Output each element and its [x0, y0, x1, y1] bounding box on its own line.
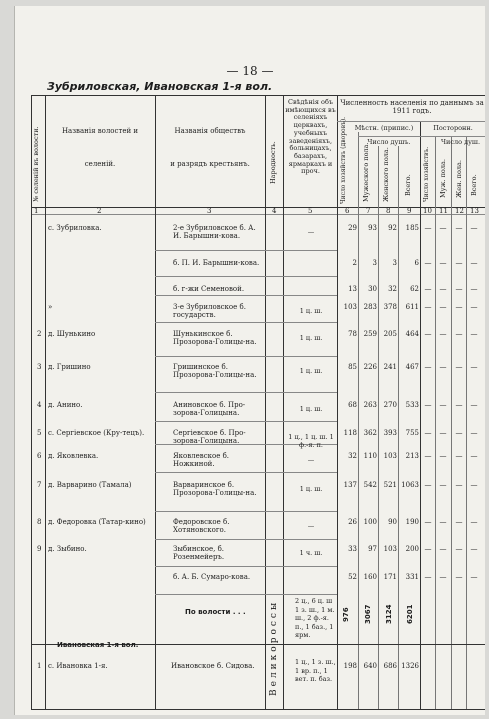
header-col3a: Названія обществъ [174, 127, 246, 135]
row-male: 93 [368, 224, 377, 232]
row-households: 33 [348, 545, 357, 553]
last-row-society: Ивановское б. Сидова. [171, 662, 255, 670]
header-c8: Женского пола. [382, 147, 390, 202]
row-society: 3-е Зубриловское б. государств. [173, 303, 246, 319]
col-number-7: 7 [366, 207, 371, 215]
row-society: Сергіевское б. Про-зорова-Голицына. [173, 429, 246, 445]
dash-c12: — [455, 573, 463, 581]
row-divider [155, 511, 337, 512]
col-number-5: 5 [308, 207, 313, 215]
dash-c12: — [455, 330, 463, 338]
dash-c10: — [424, 259, 432, 267]
row-institutions: — [307, 522, 315, 530]
table-top-border [31, 95, 485, 96]
row-number: 2 [37, 330, 42, 338]
dash-c13: — [470, 518, 478, 526]
row-institutions: 1 ц. ш. [299, 334, 323, 342]
row-total: 213 [405, 452, 419, 460]
pop-header-divider [337, 121, 485, 122]
dash-c10: — [424, 481, 432, 489]
row-total: 533 [405, 401, 419, 409]
row-village: с. Сергіевское (Кру-тецъ). [48, 429, 145, 437]
row-male: 3 [372, 259, 377, 267]
district-title: Зубриловская, Ивановская 1-я вол. [47, 80, 273, 93]
row-total: 6 [414, 259, 419, 267]
col-line-1 [45, 95, 46, 709]
last-row-institutions: 1 ц., 1 з. ш., 1 вр. п., 1 вет. п. баз. [295, 658, 336, 684]
col-line-3 [265, 95, 266, 709]
document-page [14, 6, 485, 715]
row-divider [155, 472, 337, 473]
page-number: — 18 — [226, 64, 274, 78]
total-row-top-border [155, 594, 337, 595]
row-male: 226 [363, 363, 377, 371]
dash-c13: — [470, 545, 478, 553]
row-female: 270 [383, 401, 397, 409]
header-c9: Всего. [404, 174, 412, 196]
row-female: 521 [383, 481, 397, 489]
dash-c11: — [439, 518, 447, 526]
col-line-10 [435, 136, 436, 709]
dash-c12: — [455, 363, 463, 371]
outsider-divider [420, 136, 485, 137]
dash-c12: — [455, 224, 463, 232]
dash-c11: — [439, 303, 447, 311]
dash-c11: — [439, 481, 447, 489]
header-col4: Народность. [269, 141, 277, 184]
total-institutions: 2 ц., 6 ц. ш 1 з. ш., 1 м. ш., 2 ф.-я. п., 1 баз., 1 ярм. [295, 597, 335, 640]
row-village: д. Шунькино [48, 330, 96, 338]
row-total: 190 [405, 518, 419, 526]
row-female: 171 [383, 573, 397, 581]
row-total: 755 [405, 429, 419, 437]
row-households: 137 [343, 481, 357, 489]
local-souls-divider [358, 136, 420, 137]
dash-c11: — [439, 401, 447, 409]
dash-c10: — [424, 518, 432, 526]
row-number: 7 [37, 481, 42, 489]
row-number: 3 [37, 363, 42, 371]
row-female: 32 [388, 285, 397, 293]
dash-c13: — [470, 481, 478, 489]
row-female: 90 [388, 518, 397, 526]
row-total: 200 [405, 545, 419, 553]
row-female: 393 [383, 429, 397, 437]
header-c7: Мужеского пола. [362, 142, 370, 202]
row-society: б. А. Б. Сумаро-кова. [173, 573, 251, 581]
header-c12: Жен. пола. [455, 160, 463, 198]
row-male: 542 [363, 481, 377, 489]
dash-c11: — [439, 259, 447, 267]
row-village: с. Зубриловка. [48, 224, 102, 232]
row-male: 97 [368, 545, 377, 553]
col-number-10: 10 [423, 207, 432, 215]
row-village: д. Федоровка (Татар-кино) [48, 518, 146, 526]
row-female: 103 [383, 545, 397, 553]
row-divider [155, 295, 337, 296]
dash-c11: — [439, 285, 447, 293]
dash-c13: — [470, 429, 478, 437]
row-society: Варваринское б. Прозорова-Голицы-на. [173, 481, 257, 497]
row-institutions: — [307, 228, 315, 236]
row-institutions: — [307, 456, 315, 464]
col-number-9: 9 [407, 207, 412, 215]
row-divider [155, 392, 337, 393]
total-label: По волости . . . [185, 608, 246, 616]
dash-c11: — [439, 545, 447, 553]
row-divider [155, 539, 337, 540]
dash-c13: — [470, 401, 478, 409]
total-female: 3124 [385, 604, 393, 624]
dash-c10: — [424, 363, 432, 371]
dash-c11: — [439, 330, 447, 338]
dash-c10: — [424, 401, 432, 409]
row-male: 283 [363, 303, 377, 311]
row-female: 92 [388, 224, 397, 232]
dash-c11: — [439, 224, 447, 232]
row-divider [155, 566, 337, 567]
col-number-1: 1 [34, 207, 39, 215]
row-society: Яковлевское б. Ножкиной. [173, 452, 230, 468]
row-female: 241 [383, 363, 397, 371]
header-pop-main: Численность населенія по даннымъ за 1911 годъ. [340, 99, 484, 115]
row-female: 205 [383, 330, 397, 338]
dash-c12: — [455, 259, 463, 267]
row-total: 464 [405, 330, 419, 338]
row-institutions: 1 ц., 1 ц. ш. 1 ф.-я. п. [288, 433, 334, 449]
header-col2a: Названія волостей и [61, 127, 139, 135]
header-c11: Муж. пола. [439, 159, 447, 198]
col-number-6: 6 [345, 207, 350, 215]
dash-c12: — [455, 545, 463, 553]
col-number-3: 3 [207, 207, 212, 215]
row-institutions: 1 ц. ш. [299, 485, 323, 493]
dash-c12: — [455, 285, 463, 293]
dash-c11: — [439, 573, 447, 581]
col-number-2: 2 [97, 207, 102, 215]
row-households: 26 [348, 518, 357, 526]
next-volost-title: Ивановская 1-я вол. [57, 641, 139, 649]
col-line-9 [420, 121, 421, 709]
dash-c13: — [470, 573, 478, 581]
row-households: 29 [348, 224, 357, 232]
row-households: 32 [348, 452, 357, 460]
row-households: 103 [343, 303, 357, 311]
row-village: д. Варварино (Тамала) [48, 481, 132, 489]
row-society: 2-е Зубриловское б. А. И. Барышни-кова. [173, 224, 256, 240]
dash-c10: — [424, 452, 432, 460]
row-male: 259 [363, 330, 377, 338]
table-bottom-border [31, 709, 485, 710]
dash-c12: — [455, 452, 463, 460]
row-village: д. Гришино [48, 363, 91, 371]
row-society: Федоровское б. Хотяновского. [173, 518, 230, 534]
header-col5: Свѣдѣнія объ имѣющихся въ селеніяхъ церквахъ, учебныхъ заведеніяхъ, больницахъ, базарахъ, ярмаркахъ и проч. [285, 98, 336, 176]
row-society: Шунькинское б. Прозорова-Голицы-на. [173, 330, 257, 346]
row-divider [155, 322, 337, 323]
row-society: Гришинское б. Прозорова-Голицы-на. [173, 363, 257, 379]
row-female: 103 [383, 452, 397, 460]
header-c13: Всего. [470, 174, 478, 196]
header-outsider: Посторонн. [433, 124, 473, 132]
row-village: д. Яковлевка. [48, 452, 99, 460]
row-female: 378 [383, 303, 397, 311]
row-total: 1063 [401, 481, 419, 489]
col-line-2 [155, 95, 156, 709]
dash-c12: — [455, 303, 463, 311]
total-households: 976 [342, 607, 350, 622]
row-number: 6 [37, 452, 42, 460]
row-female: 3 [392, 259, 397, 267]
dash-c12: — [455, 401, 463, 409]
dash-c10: — [424, 573, 432, 581]
row-households: 52 [348, 573, 357, 581]
col-number-12: 12 [455, 207, 464, 215]
dash-c10: — [424, 429, 432, 437]
last-row-village: с. Ивановка 1-я. [48, 662, 108, 670]
header-souls-short: Число душ. [440, 138, 481, 146]
row-number: 4 [37, 401, 42, 409]
row-households: 68 [348, 401, 357, 409]
col-number-8: 8 [386, 207, 391, 215]
row-divider [155, 276, 337, 277]
last-row-total: 1326 [401, 662, 419, 670]
header-col3b: и разрядъ крестьянъ. [170, 160, 250, 168]
row-divider [155, 421, 337, 422]
col-line-6 [358, 132, 359, 709]
row-divider [155, 250, 337, 251]
row-total: 62 [410, 285, 419, 293]
row-male: 263 [363, 401, 377, 409]
row-male: 110 [363, 452, 377, 460]
dash-c11: — [439, 429, 447, 437]
dash-c12: — [455, 481, 463, 489]
row-village: » [48, 303, 53, 311]
row-total: 611 [405, 303, 419, 311]
dash-c13: — [470, 330, 478, 338]
row-households: 2 [352, 259, 357, 267]
header-c6: Число хозяйствъ (дворовъ). [340, 116, 347, 204]
col-number-4: 4 [272, 207, 277, 215]
row-village: д. Зыбино. [48, 545, 87, 553]
dash-c11: — [439, 452, 447, 460]
row-society: б. П. И. Барышни-кова. [173, 259, 260, 267]
row-male: 362 [363, 429, 377, 437]
nationality-label: Великороссы [269, 599, 279, 696]
row-institutions: 1 ц. ш. [299, 307, 323, 315]
dash-c13: — [470, 303, 478, 311]
col-line-4 [283, 95, 284, 709]
header-c10: Число хозяйствъ. [423, 146, 430, 202]
row-households: 13 [348, 285, 357, 293]
header-local: Мѣстн. (припис.) [354, 124, 414, 132]
dash-c13: — [470, 224, 478, 232]
dash-c13: — [470, 259, 478, 267]
total-all: 6201 [406, 604, 414, 624]
row-institutions: 1 ц. ш. [299, 405, 323, 413]
header-col1: № селеній въ волости. [32, 126, 40, 202]
col-number-13: 13 [470, 207, 479, 215]
col-number-11: 11 [439, 207, 448, 215]
last-row-male: 640 [363, 662, 377, 670]
dash-c12: — [455, 518, 463, 526]
row-total: 331 [405, 573, 419, 581]
dash-c11: — [439, 363, 447, 371]
dash-c13: — [470, 363, 478, 371]
row-total: 185 [405, 224, 419, 232]
dash-c10: — [424, 285, 432, 293]
row-total: 467 [405, 363, 419, 371]
row-male: 100 [363, 518, 377, 526]
dash-c13: — [470, 285, 478, 293]
row-number: 9 [37, 545, 42, 553]
row-society: Аниновское б. Про-зорова-Голицына. [173, 401, 246, 417]
row-male: 30 [368, 285, 377, 293]
row-institutions: 1 ч. ш. [299, 549, 323, 557]
row-society: Зыбинское, б. Розенмейеръ. [173, 545, 225, 561]
dash-c10: — [424, 303, 432, 311]
total-male: 3067 [364, 604, 372, 624]
header-souls: Число душъ. [367, 138, 411, 146]
header-col2b: селеній. [84, 160, 116, 168]
dash-c10: — [424, 330, 432, 338]
dash-c12: — [455, 429, 463, 437]
dash-c10: — [424, 545, 432, 553]
row-village: д. Анино. [48, 401, 83, 409]
row-households: 78 [348, 330, 357, 338]
dash-c10: — [424, 224, 432, 232]
row-divider [155, 356, 337, 357]
col-line-12 [466, 136, 467, 709]
row-number: 5 [37, 429, 42, 437]
last-row-households: 198 [343, 662, 357, 670]
last-row-female: 686 [383, 662, 397, 670]
row-institutions: 1 ц. ш. [299, 367, 323, 375]
row-male: 160 [363, 573, 377, 581]
col-line-11 [451, 136, 452, 709]
row-number: 8 [37, 518, 42, 526]
row-households: 85 [348, 363, 357, 371]
row-society: б. г-жи Семеновой. [173, 285, 245, 293]
dash-c13: — [470, 452, 478, 460]
last-row-number: 1 [37, 662, 42, 670]
row-households: 118 [343, 429, 357, 437]
